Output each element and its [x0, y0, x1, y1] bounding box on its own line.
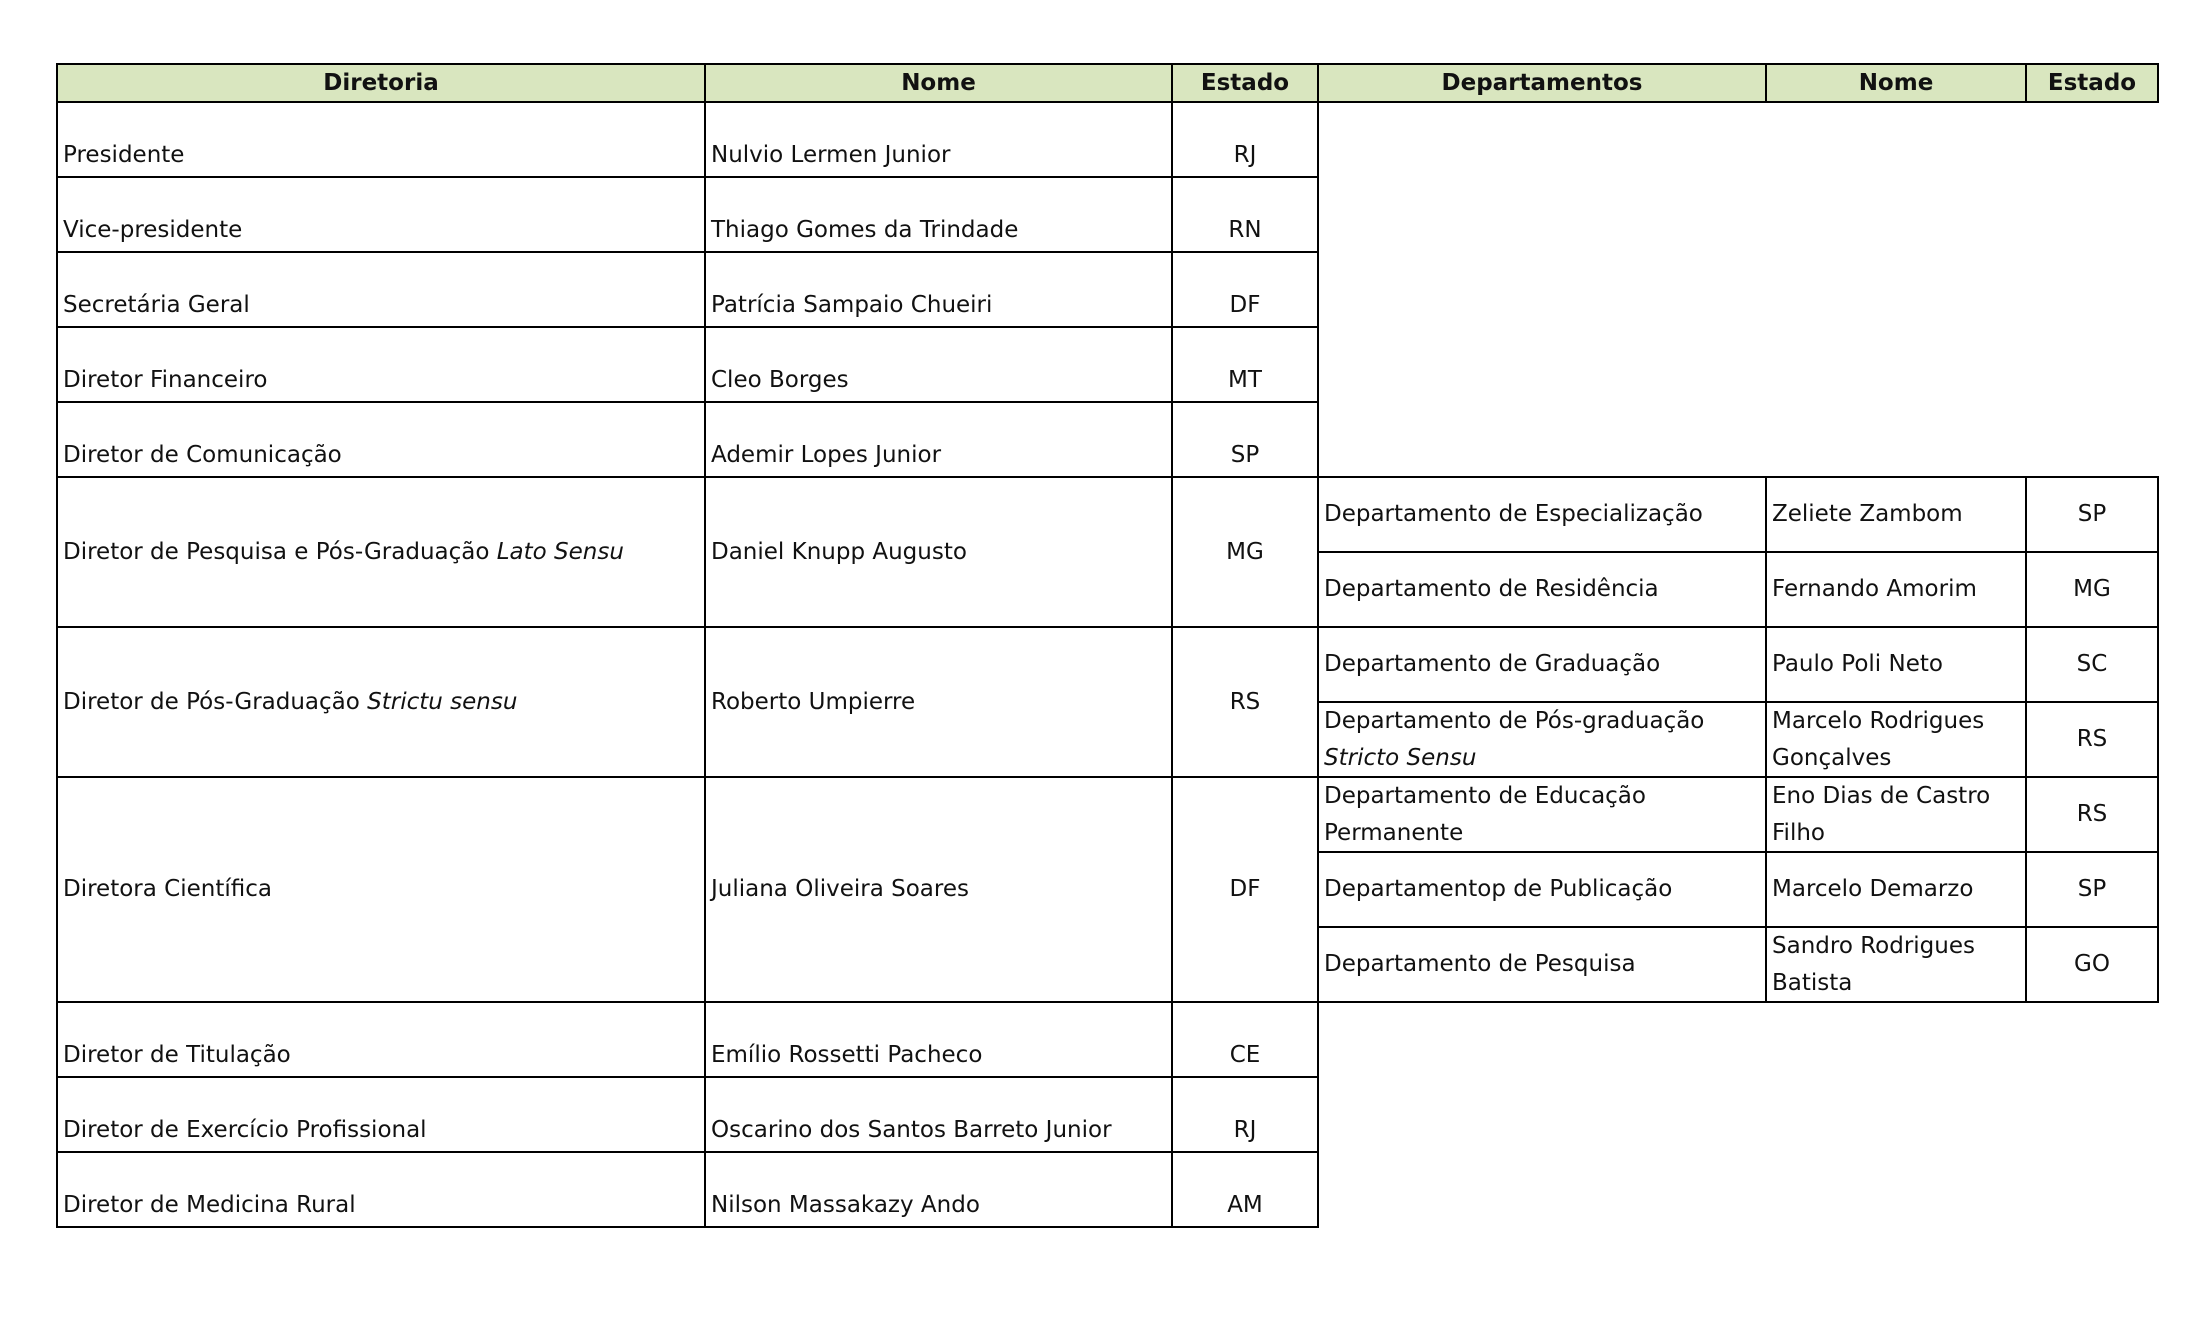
departamento-cell — [1317, 626, 1767, 703]
departamento-nome-cell — [1765, 926, 2027, 1003]
nome-text: Thiago Gomes da Trindade — [711, 217, 1019, 243]
departamento-text: Departamento de Especialização — [1324, 501, 1703, 527]
cargo-text: Vice-presidente — [63, 217, 243, 243]
nome-text: Patrícia Sampaio Chueiri — [711, 292, 993, 318]
estado-cell — [1171, 1076, 1319, 1153]
cargo-cell — [56, 326, 706, 403]
estado-text: MT — [1228, 367, 1262, 393]
departamento-cell — [1317, 476, 1767, 553]
cargo-text: Diretor de Comunicação — [63, 442, 342, 468]
nome-text: Cleo Borges — [711, 367, 849, 393]
estado-text: DF — [1229, 292, 1261, 318]
departamento-estado-cell — [2025, 701, 2159, 778]
departamento-estado-text: RS — [2076, 726, 2108, 752]
estado-text: DF — [1229, 876, 1261, 902]
nome-text: Nulvio Lermen Junior — [711, 142, 951, 168]
estado-text: RS — [1229, 688, 1261, 715]
departamento-text — [1324, 703, 1704, 777]
nome-cell — [704, 176, 1173, 253]
estado-cell — [1171, 1001, 1319, 1078]
estado-text: RN — [1228, 217, 1262, 243]
nome-cell — [704, 1076, 1173, 1153]
departamento-estado-cell — [2025, 776, 2159, 853]
estado-text: RJ — [1233, 142, 1257, 168]
cargo-text — [63, 684, 517, 721]
header-departamentos: Departamentos — [1317, 63, 1767, 103]
departamento-text: Departamento de Pesquisa — [1324, 951, 1636, 977]
departamento-estado-cell — [2025, 851, 2159, 928]
departamento-nome-cell — [1765, 476, 2027, 553]
nome-cell — [704, 101, 1173, 178]
departamento-estado-cell — [2025, 926, 2159, 1003]
nome-cell — [704, 776, 1173, 1003]
departamento-cell — [1317, 851, 1767, 928]
departamento-nome-cell — [1765, 551, 2027, 628]
departamento-cell — [1317, 551, 1767, 628]
cargo-text-regular: Diretor de Pós-Graduação — [63, 688, 368, 715]
nome-text: Juliana Oliveira Soares — [711, 876, 969, 902]
departamento-nome-text: Marcelo Rodrigues Gonçalves — [1772, 707, 1985, 771]
cargo-text: Diretor Financeiro — [63, 367, 268, 393]
estado-cell — [1171, 401, 1319, 478]
departamento-estado-cell — [2025, 626, 2159, 703]
departamento-estado-text: RS — [2076, 801, 2108, 827]
cargo-cell — [56, 176, 706, 253]
estado-cell — [1171, 101, 1319, 178]
estado-text: RJ — [1233, 1117, 1257, 1143]
estado-text: AM — [1227, 1192, 1263, 1218]
cargo-text-regular: Diretor de Pesquisa e Pós-Graduação — [63, 538, 497, 565]
cargo-text: Diretora Científica — [63, 876, 272, 902]
departamento-cell — [1317, 926, 1767, 1003]
cargo-cell — [56, 1151, 706, 1228]
nome-text: Ademir Lopes Junior — [711, 442, 942, 468]
estado-cell — [1171, 176, 1319, 253]
nome-text: Emílio Rossetti Pacheco — [711, 1042, 983, 1068]
cargo-cell — [56, 626, 706, 778]
departamento-estado-cell — [2025, 551, 2159, 628]
departamento-nome-cell — [1765, 701, 2027, 778]
nome-cell — [704, 1001, 1173, 1078]
nome-cell — [704, 626, 1173, 778]
departamento-text: Departamentop de Publicação — [1324, 876, 1673, 902]
nome-text: Roberto Umpierre — [711, 688, 916, 715]
nome-text: Oscarino dos Santos Barreto Junior — [711, 1117, 1112, 1143]
departamento-estado-text: MG — [2073, 576, 2111, 602]
cargo-text: Diretor de Titulação — [63, 1042, 291, 1068]
header-nome-departamento: Nome — [1765, 63, 2027, 103]
estado-cell — [1171, 326, 1319, 403]
cargo-cell — [56, 1076, 706, 1153]
estado-text: SP — [1230, 442, 1260, 468]
estado-cell — [1171, 476, 1319, 628]
departamento-text-italic: Stricto Sensu — [1324, 744, 1477, 771]
departamento-estado-text: SC — [2076, 651, 2108, 677]
departamento-cell — [1317, 701, 1767, 778]
departamento-nome-cell — [1765, 851, 2027, 928]
header-estado: Estado — [1171, 63, 1319, 103]
departamento-nome-text: Sandro Rodrigues Batista — [1772, 932, 1975, 996]
departamento-nome-cell — [1765, 776, 2027, 853]
cargo-text: Secretária Geral — [63, 292, 250, 318]
cargo-text — [63, 534, 624, 571]
departamento-nome-text: Marcelo Demarzo — [1772, 876, 1974, 902]
cargo-text-italic: Lato Sensu — [496, 538, 624, 565]
estado-cell — [1171, 626, 1319, 778]
departamento-cell — [1317, 776, 1767, 853]
departamento-nome-text: Fernando Amorim — [1772, 576, 1977, 602]
cargo-text: Presidente — [63, 142, 185, 168]
estado-cell — [1171, 776, 1319, 1003]
departamento-estado-text: SP — [2077, 876, 2107, 902]
nome-cell — [704, 251, 1173, 328]
departamento-text-regular: Departamento de Pós-graduação — [1324, 707, 1705, 734]
cargo-cell — [56, 401, 706, 478]
estado-cell — [1171, 1151, 1319, 1228]
nome-cell — [704, 401, 1173, 478]
departamento-estado-text: SP — [2077, 501, 2107, 527]
departamento-nome-text: Eno Dias de Castro Filho — [1772, 782, 1991, 846]
cargo-text: Diretor de Medicina Rural — [63, 1192, 356, 1218]
nome-cell — [704, 1151, 1173, 1228]
nome-cell — [704, 326, 1173, 403]
departamento-nome-text: Zeliete Zambom — [1772, 501, 1963, 527]
departamento-estado-text: GO — [2074, 951, 2110, 977]
header-nome: Nome — [704, 63, 1173, 103]
cargo-cell — [56, 251, 706, 328]
cargo-cell — [56, 776, 706, 1003]
cargo-cell — [56, 1001, 706, 1078]
cargo-cell — [56, 101, 706, 178]
departamento-text: Departamento de Graduação — [1324, 651, 1661, 677]
departamento-nome-text: Paulo Poli Neto — [1772, 651, 1943, 677]
cargo-text-italic: Strictu sensu — [367, 688, 518, 715]
estado-text: MG — [1226, 538, 1264, 565]
header-diretoria: Diretoria — [56, 63, 706, 103]
estado-text: CE — [1229, 1042, 1261, 1068]
nome-text: Daniel Knupp Augusto — [711, 538, 967, 565]
departamento-estado-cell — [2025, 476, 2159, 553]
departamento-nome-cell — [1765, 626, 2027, 703]
departamento-text: Departamento de Educação Permanente — [1324, 782, 1646, 846]
cargo-text: Diretor de Exercício Profissional — [63, 1117, 427, 1143]
departamento-text: Departamento de Residência — [1324, 576, 1659, 602]
nome-cell — [704, 476, 1173, 628]
cargo-cell — [56, 476, 706, 628]
header-estado-departamento: Estado — [2025, 63, 2159, 103]
nome-text: Nilson Massakazy Ando — [711, 1192, 980, 1218]
estado-cell — [1171, 251, 1319, 328]
